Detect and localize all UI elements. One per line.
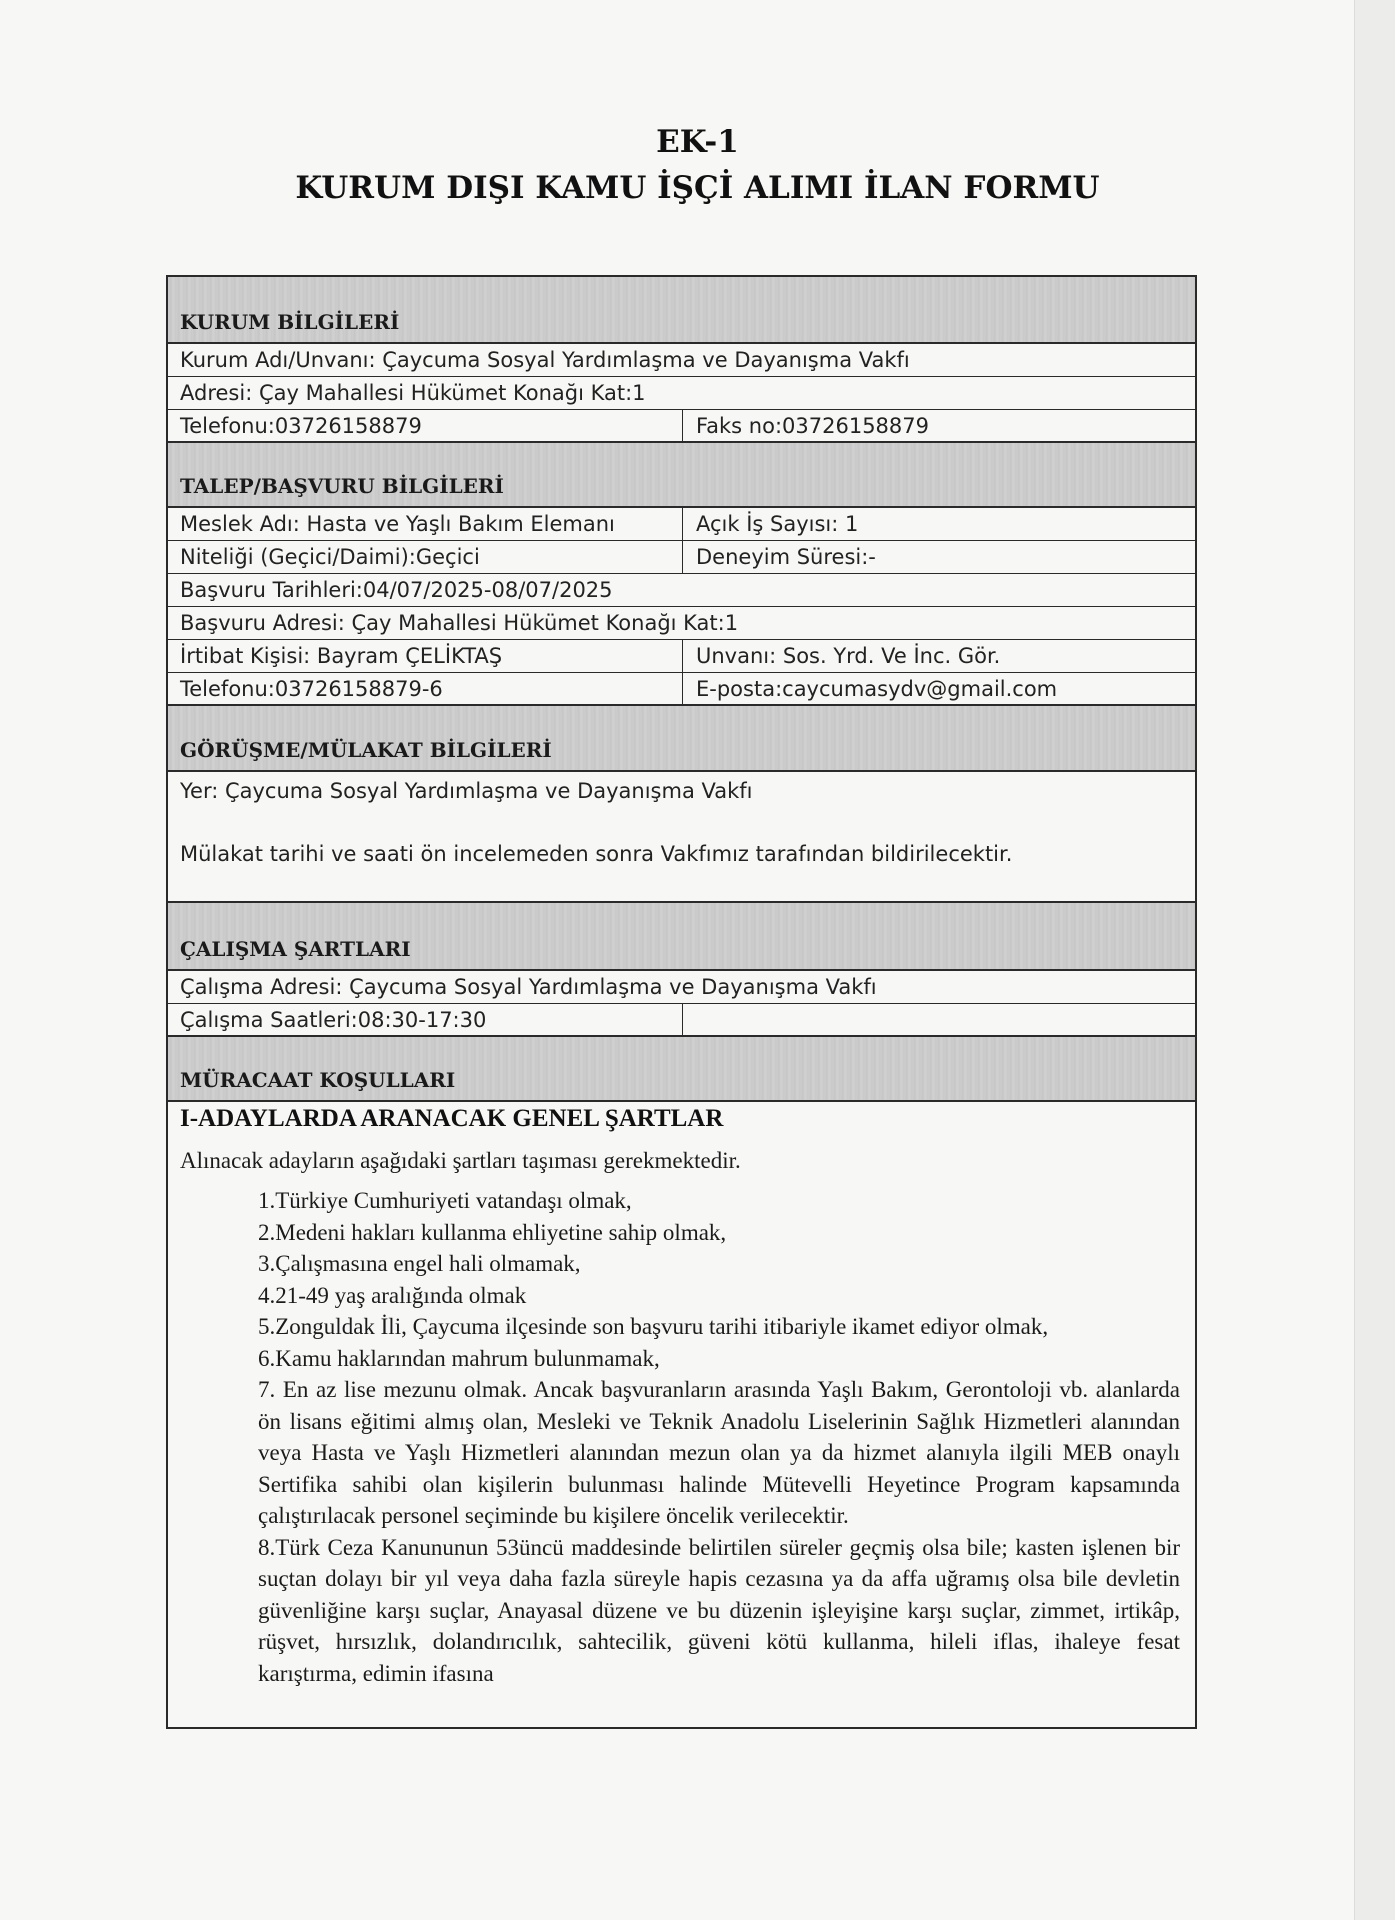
table-row bbox=[168, 541, 1195, 574]
list-item: 1.Türkiye Cumhuriyeti vatandaşı olmak, bbox=[258, 1188, 632, 1213]
table-row bbox=[168, 971, 1195, 1004]
page-edge bbox=[1354, 0, 1395, 1920]
requirements-intro: Alınacak adayların aşağıdaki şartları taşıması gerekmektedir. bbox=[180, 1148, 741, 1173]
section-header-muracaat: MÜRACAAT KOŞULLARI bbox=[168, 1035, 1195, 1102]
job-nature: Niteliği (Geçici/Daimi):Geçici bbox=[180, 545, 480, 569]
contact-phone: Telefonu:03726158879-6 bbox=[180, 677, 443, 701]
table-row bbox=[168, 607, 1195, 640]
section-header-kurum: KURUM BİLGİLERİ bbox=[168, 277, 1195, 344]
work-hours: Çalışma Saatleri:08:30-17:30 bbox=[180, 1008, 487, 1032]
open-positions: Açık İş Sayısı: 1 bbox=[682, 508, 1195, 540]
table-row bbox=[168, 377, 1195, 410]
contact-title: Unvanı: Sos. Yrd. Ve İnc. Gör. bbox=[682, 640, 1195, 672]
institution-name: Kurum Adı/Unvanı: Çaycuma Sosyal Yardımlaşma ve Dayanışma Vakfı bbox=[180, 348, 910, 372]
application-dates: Başvuru Tarihleri:04/07/2025-08/07/2025 bbox=[180, 578, 613, 602]
table-row bbox=[168, 574, 1195, 607]
institution-address: Adresi: Çay Mahallesi Hükümet Konağı Kat:1 bbox=[180, 381, 646, 405]
table-row bbox=[168, 640, 1195, 673]
section-header-talep: TALEP/BAŞVURU BİLGİLERİ bbox=[168, 441, 1195, 508]
interview-note: Mülakat tarihi ve saati ön incelemeden sonra Vakfımız tarafından bildirilecektir. bbox=[180, 842, 1013, 866]
table-row bbox=[168, 1004, 1195, 1037]
table-row bbox=[168, 344, 1195, 377]
page-title: KURUM DIŞI KAMU İŞÇİ ALIMI İLAN FORMU bbox=[295, 170, 1100, 206]
annex-label: EK-1 bbox=[656, 124, 739, 160]
list-item: 7. En az lise mezunu olmak. Ancak başvuranların arasında Yaşlı Bakım, Gerontoloji vb. alanlarda ön lisans eğitimi almış olan, Mesleki ve Teknik Anadolu Liselerinin Sağlık Hizmetleri alanından veya Hasta ve Yaşlı Hizmetleri alanından mezun olan ya da hizmet alanıyla ilgili MEB onaylı Sertifika sahibi olan kişilerin bulunması halinde Mütevelli Heyetince Program kapsamında çalıştırılacak personel seçiminde bu kişilere öncelik verilecektir. bbox=[258, 1377, 1180, 1528]
empty-cell bbox=[682, 1004, 1195, 1036]
section-header-gorusme: GÖRÜŞME/MÜLAKAT BİLGİLERİ bbox=[168, 704, 1195, 772]
requirements-heading: I-ADAYLARDA ARANACAK GENEL ŞARTLAR bbox=[180, 1105, 724, 1132]
table-row bbox=[168, 508, 1195, 541]
list-item: 2.Medeni hakları kullanma ehliyetine sahip olmak, bbox=[258, 1219, 727, 1245]
requirements-list bbox=[258, 1185, 1180, 1689]
experience-duration: Deneyim Süresi:- bbox=[682, 541, 1195, 573]
list-item: 6.Kamu haklarından mahrum bulunmamak, bbox=[258, 1345, 660, 1371]
list-item: 5.Zonguldak İli, Çaycuma ilçesinde son başvuru tarihi itibariyle ikamet ediyor olmak, bbox=[258, 1314, 1049, 1339]
list-item: 3.Çalışmasına engel hali olmamak, bbox=[258, 1251, 581, 1276]
work-address: Çalışma Adresi: Çaycuma Sosyal Yardımlaşma ve Dayanışma Vakfı bbox=[180, 975, 877, 999]
interview-place: Yer: Çaycuma Sosyal Yardımlaşma ve Dayanışma Vakfı bbox=[180, 779, 753, 803]
table-row bbox=[168, 673, 1195, 706]
list-item: 4.21-49 yaş aralığında olmak bbox=[258, 1282, 527, 1308]
profession-name: Meslek Adı: Hasta ve Yaşlı Bakım Elemanı bbox=[180, 512, 615, 536]
contact-email: E-posta:caycumasydv@gmail.com bbox=[682, 673, 1195, 705]
list-item: 8.Türk Ceza Kanununun 53üncü maddesinde belirtilen süreler geçmiş olsa bile; kasten işlenen bir suçtan dolayı bir yıl veya daha fazla süreyle hapis cezasına ya da affa uğramış olsa bile devletin güvenliğine karşı suçlar, Anayasal düzene ve bu düzenin işleyişine karşı suçlar, zimmet, irtikâp, rüşvet, hırsızlık, dolandırıcılık, sahtecilik, güveni kötü kullanma, hileli iflas, ihaleye fesat karıştırma, edimin ifasına bbox=[258, 1534, 1180, 1686]
contact-person: İrtibat Kişisi: Bayram ÇELİKTAŞ bbox=[180, 644, 503, 668]
section-header-calisma: ÇALIŞMA ŞARTLARI bbox=[168, 901, 1195, 971]
table-row bbox=[168, 410, 1195, 443]
institution-phone: Telefonu:03726158879 bbox=[180, 414, 422, 438]
application-address: Başvuru Adresi: Çay Mahallesi Hükümet Konağı Kat:1 bbox=[180, 611, 739, 635]
application-form-table bbox=[166, 275, 1197, 1729]
institution-fax: Faks no:03726158879 bbox=[682, 410, 1195, 442]
